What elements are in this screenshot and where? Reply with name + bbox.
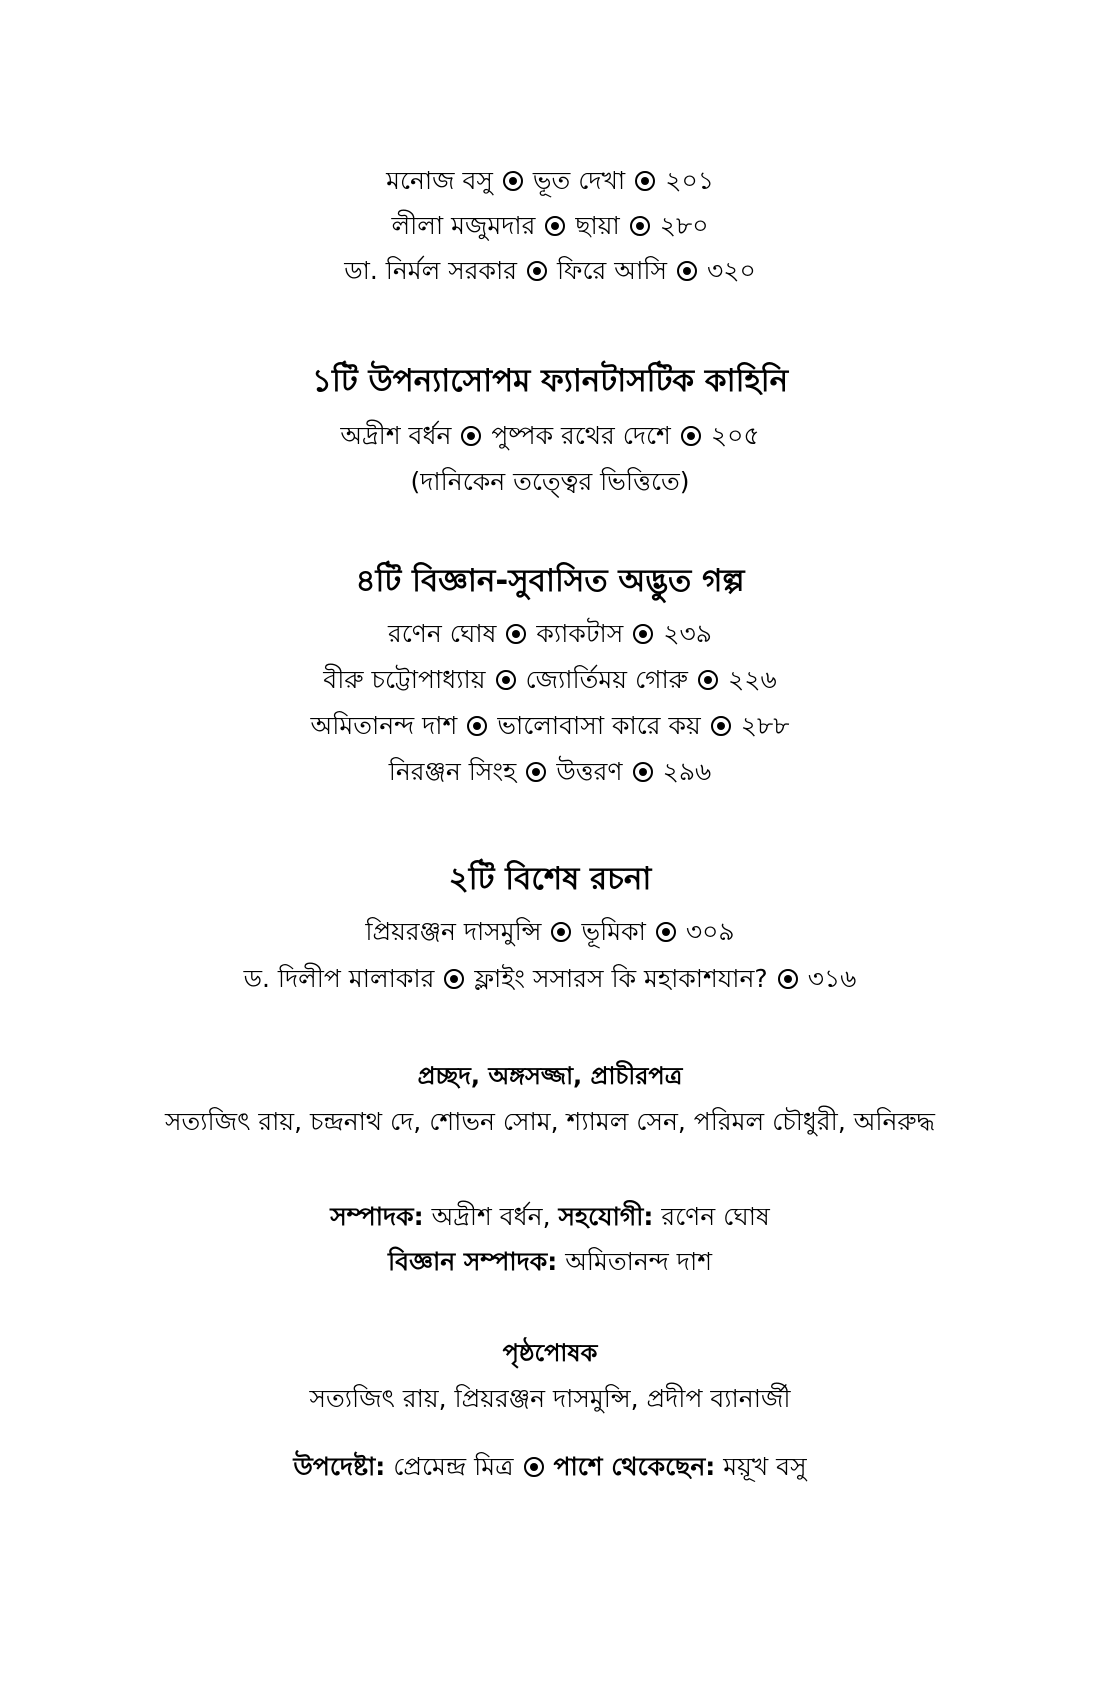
bullet-icon [698, 670, 718, 690]
entry-author: মনোজ বসু [386, 166, 493, 195]
art-credits-label: প্রচ্ছদ, অঙ্গসজ্জা, প্রাচীরপত্র [417, 1062, 683, 1090]
entry-title: ছায়া [575, 211, 620, 240]
section-heading: ৪টি বিজ্ঞান-সুবাসিত অদ্ভুত গল্প [355, 563, 745, 599]
assistant-label: সহযোগী: [558, 1202, 654, 1231]
bullet-icon [506, 624, 526, 644]
bullet-icon [526, 762, 546, 782]
entry-author: ড. দিলীপ মালাকার [243, 964, 435, 993]
entry-title: ভালোবাসা কারে কয় [497, 711, 701, 740]
entry-row [0, 915, 1100, 949]
entry-row [0, 755, 1100, 789]
entry-title: জ্যোর্তিময় গোরু [525, 665, 688, 694]
entry-title: ফ্লাইং সসারস কি মহাকাশযান? [474, 964, 768, 993]
with-name: ময়ূখ বসু [723, 1452, 807, 1481]
entry-author: প্রিয়রঞ্জন দাসমুন্সি [365, 917, 542, 946]
entry-row [0, 617, 1100, 651]
patrons-label: পৃষ্ঠপোষক [502, 1339, 598, 1367]
entry-row [0, 254, 1100, 288]
entry-page: ২০৫ [710, 421, 760, 450]
editor-name: অদ্রীশ বর্ধন, [431, 1202, 551, 1231]
science-editor-name: অমিতানন্দ দাশ [565, 1247, 712, 1276]
entry-page: ২৯৬ [662, 757, 712, 786]
bullet-icon [527, 261, 547, 281]
bullet-icon [633, 762, 653, 782]
bullet-icon [467, 716, 487, 736]
assistant-name: রণেন ঘোষ [661, 1202, 770, 1231]
entry-row [0, 419, 1100, 453]
entry-title: ফিরে আসি [557, 256, 668, 285]
advisor-name: প্রেমেন্দ্র মিত্র [393, 1452, 514, 1481]
entry-title: পুষ্পক রথের দেশে [491, 421, 671, 450]
entry-author: বীরু চট্টোপাধ্যায় [323, 665, 486, 694]
entry-row [0, 209, 1100, 243]
entry-page: ২০১ [665, 166, 714, 195]
entry-author: অদ্রীশ বর্ধন [340, 421, 452, 450]
bullet-icon [778, 969, 798, 989]
entry-title: ক্যাকটাস [536, 619, 624, 648]
entry-author: লীলা মজুমদার [391, 211, 536, 240]
bullet-icon [656, 922, 676, 942]
advisor-label: উপদেষ্টা: [293, 1452, 386, 1481]
bullet-icon [633, 624, 653, 644]
entry-title: ভূমিকা [581, 917, 646, 946]
entry-page: ২৩৯ [663, 619, 712, 648]
entry-author: অমিতানন্দ দাশ [310, 711, 458, 740]
bullet-icon [711, 716, 731, 736]
bullet-icon [630, 216, 650, 236]
entry-row [0, 709, 1100, 743]
section-heading: ১টি উপন্যাসোপম ফ্যানটাসটিক কাহিনি [311, 363, 789, 399]
entry-author: রণেন ঘোষ [387, 619, 497, 648]
bullet-icon [524, 1457, 544, 1477]
bullet-icon [677, 261, 697, 281]
bullet-icon [545, 216, 565, 236]
bullet-icon [635, 171, 655, 191]
entry-title: উত্তরণ [556, 757, 623, 786]
patrons-names: সত্যজিৎ রায়, প্রিয়রঞ্জন দাসমুন্সি, প্রদীপ ব্যানার্জী [309, 1384, 791, 1413]
bullet-icon [551, 922, 571, 942]
advisor-line [0, 1450, 1100, 1484]
science-editor-label: বিজ্ঞান সম্পাদক: [388, 1247, 558, 1276]
bullet-icon [496, 670, 516, 690]
entry-page: ৩০৯ [685, 917, 735, 946]
bullet-icon [503, 171, 523, 191]
art-credits-names: সত্যজিৎ রায়, চন্দ্রনাথ দে, শোভন সোম, শ্যামল সেন, পরিমল চৌধুরী, অনিরুদ্ধ [165, 1107, 935, 1136]
entry-page: ২৮৮ [740, 711, 790, 740]
bullet-icon [461, 426, 481, 446]
editor-label: সম্পাদক: [330, 1202, 424, 1231]
entry-row [0, 962, 1100, 996]
entry-note: (দানিকেন তত্ত্বের ভিত্তিতে) [410, 467, 690, 496]
entry-page: ৩১৬ [807, 964, 857, 993]
science-editor-line [0, 1245, 1100, 1279]
entry-page: ২৮০ [659, 211, 709, 240]
entry-author: ডা. নির্মল সরকার [344, 256, 518, 285]
entry-row [0, 663, 1100, 697]
entry-author: নিরঞ্জন সিংহ [388, 757, 517, 786]
editor-line [0, 1200, 1100, 1234]
entry-page: ৩২০ [707, 256, 756, 285]
entry-title: ভূত দেখা [532, 166, 626, 195]
bullet-icon [444, 969, 464, 989]
bullet-icon [681, 426, 701, 446]
entry-row [0, 164, 1100, 198]
section-heading: ২টি বিশেষ রচনা [448, 861, 652, 897]
with-label: পাশে থেকেছেন: [553, 1452, 716, 1481]
entry-page: ২২৬ [727, 665, 777, 694]
